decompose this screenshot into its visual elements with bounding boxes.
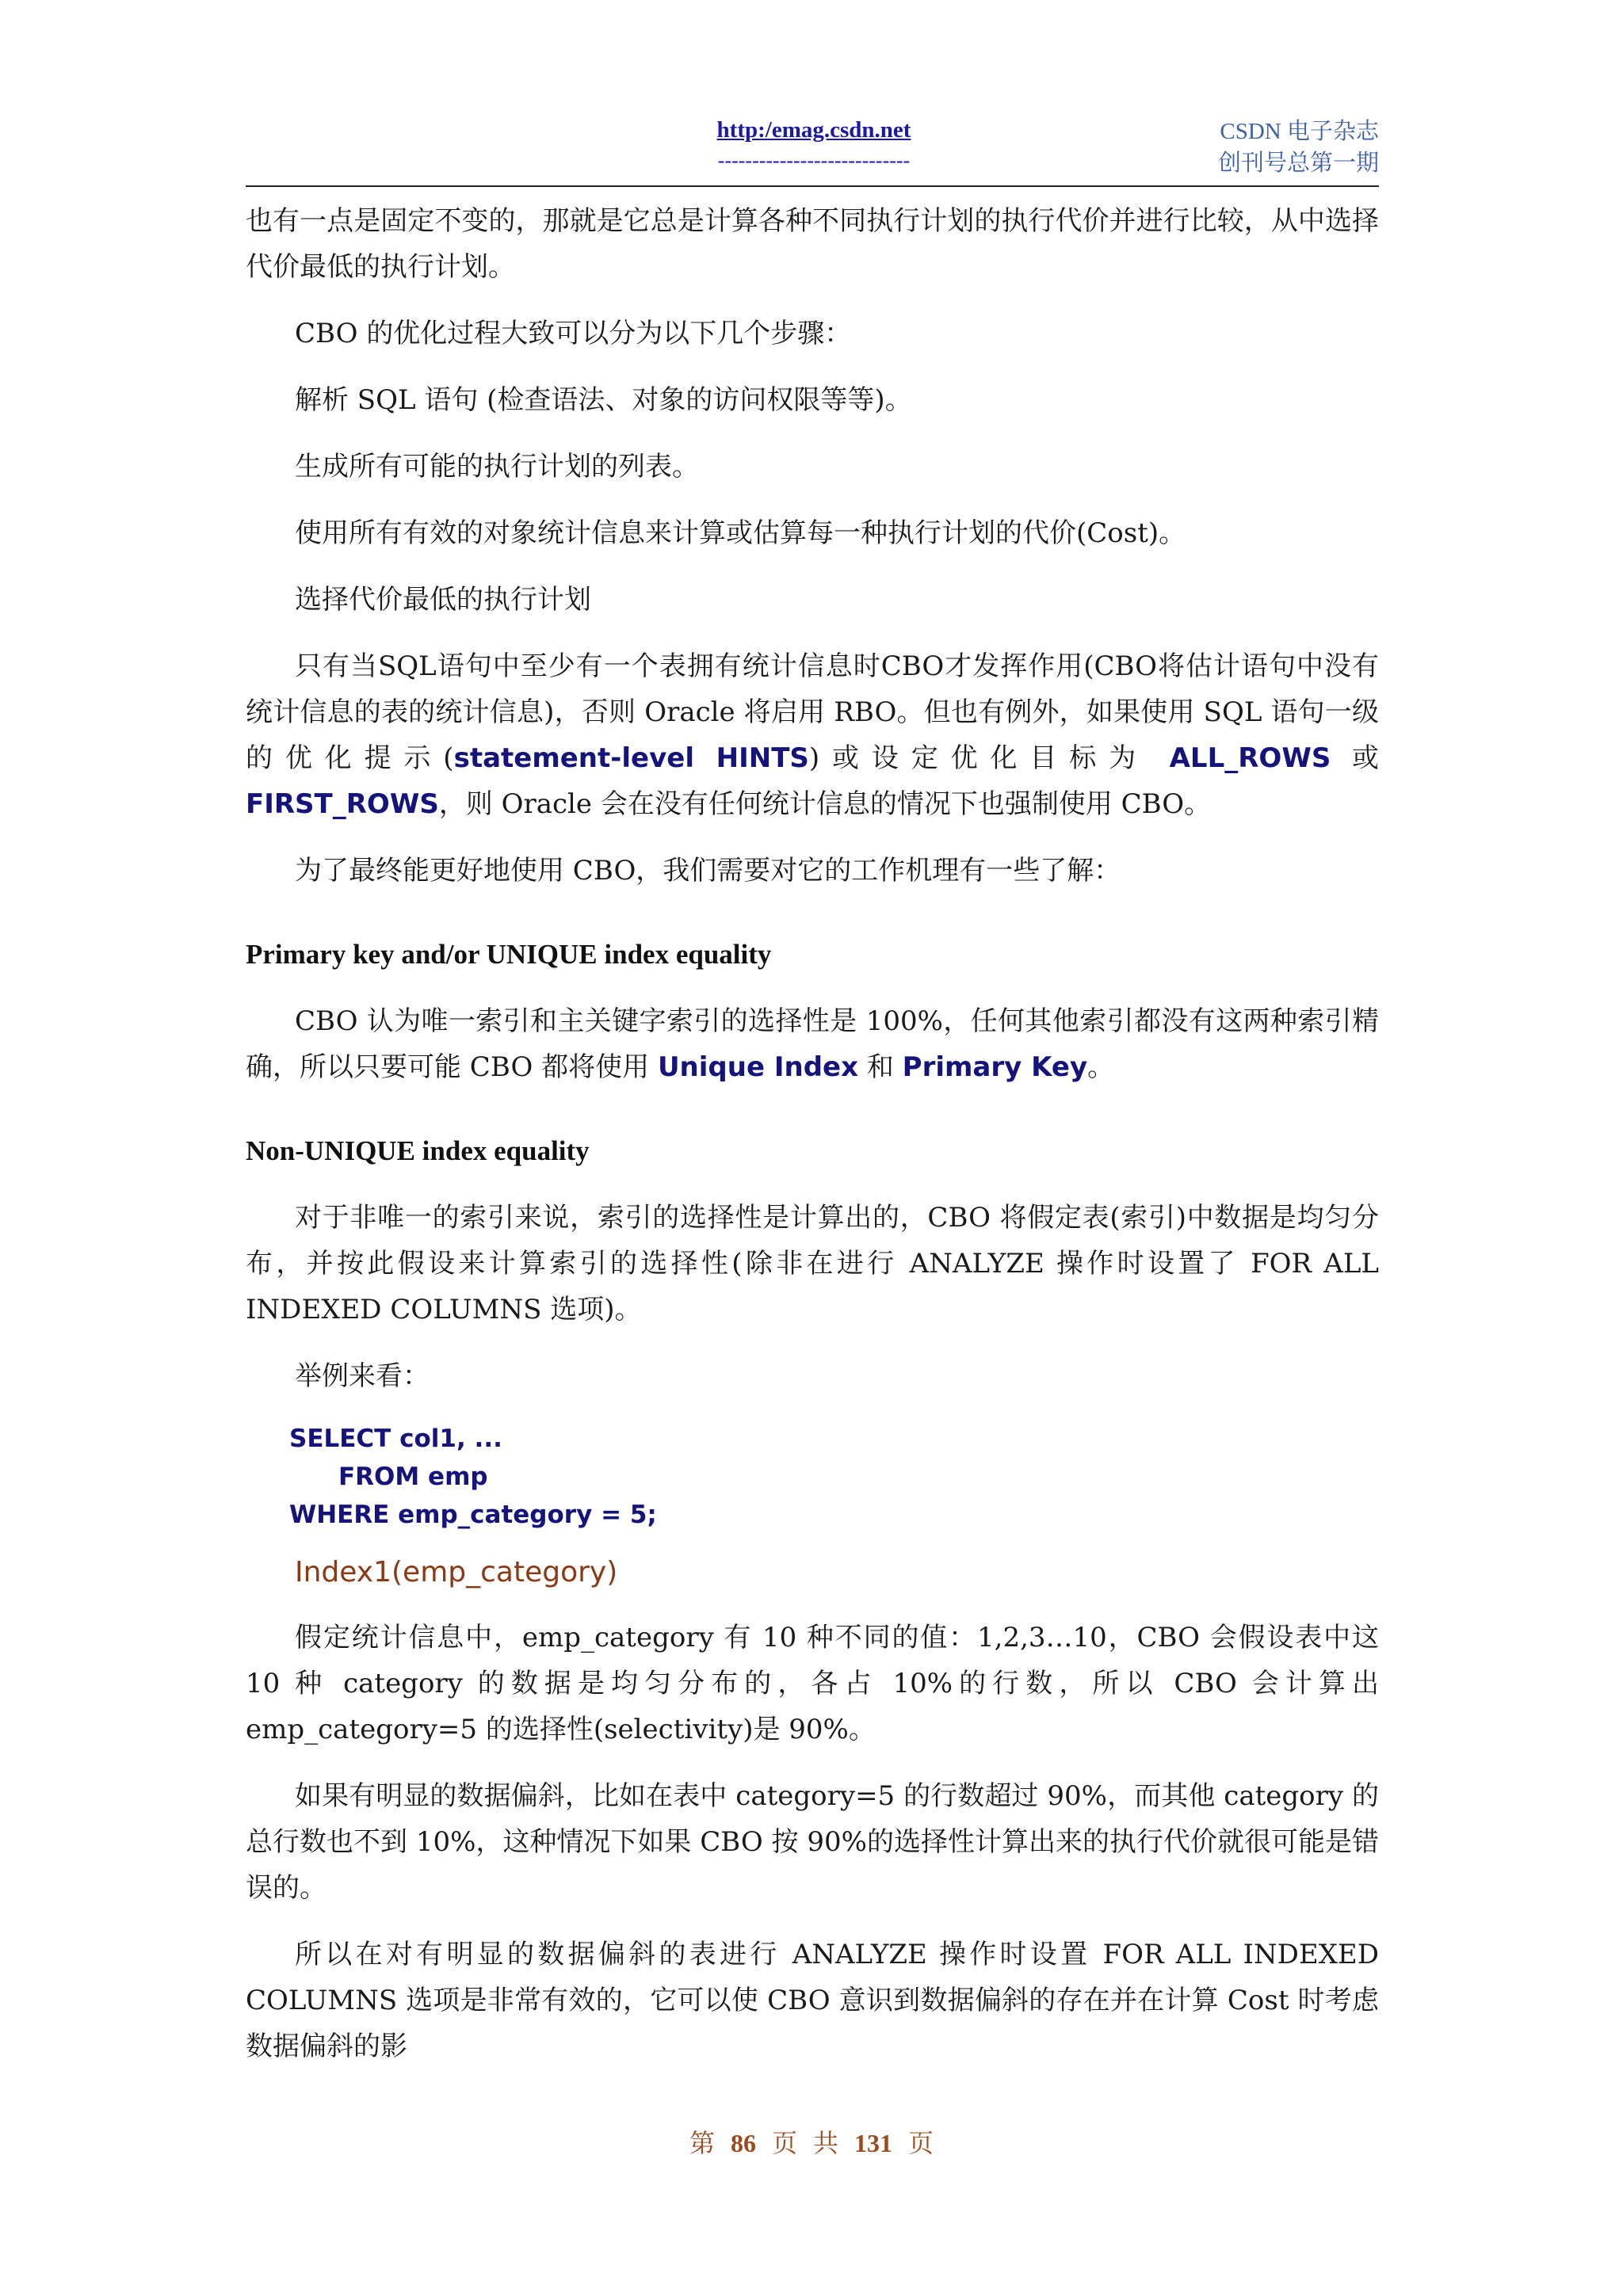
text: ，则 Oracle 会在没有任何统计信息的情况下也强制使用 CBO。 [438, 788, 1212, 820]
paragraph: 所以在对有明显的数据偏斜的表进行 ANALYZE 操作时设置 FOR ALL INDEXED COLUMNS 选项是非常有效的，它可以使 CBO 意识到数据偏斜的存在并在计算 Cost 时考虑数据偏斜的影 [246, 1939, 1379, 2062]
footer-gong: 共 [813, 2129, 839, 2157]
keyword-unique-index: Unique Index [657, 1051, 859, 1083]
paragraph: 假定统计信息中，emp_category 有 10 种不同的值：1,2,3…10，CBO 会假设表中这 10 种 category 的数据是均匀分布的，各占 10%的行数，所以 CBO 会计算出 emp_category=5 的选择性(selectivity)是 90%。 [246, 1622, 1379, 1745]
footer-ye: 页 [771, 2129, 797, 2157]
header-issue: 创刊号总第一期 [1217, 151, 1379, 176]
code-line: WHERE emp_category = 5; [289, 1501, 657, 1529]
total-pages: 131 [854, 2129, 893, 2157]
paragraph: 也有一点是固定不变的，那就是它总是计算各种不同执行计划的执行代价并进行比较，从中选择代价最低的执行计划。 [246, 205, 1379, 283]
code-block [289, 1420, 1379, 1534]
text: )或设定优化目标为 [808, 742, 1170, 774]
article-body [246, 198, 1379, 2090]
footer-di: 第 [689, 2129, 715, 2157]
paragraph: 生成所有可能的执行计划的列表。 [295, 451, 699, 482]
code-line: FROM emp [338, 1463, 488, 1491]
page-footer [0, 2123, 1623, 2160]
page-header [246, 111, 1379, 187]
text: 。 [1087, 1051, 1115, 1083]
paragraph-cbo-usage [246, 643, 1379, 827]
paragraph: 举例来看： [295, 1360, 430, 1392]
paragraph: 为了最终能更好地使用 CBO，我们需要对它的工作机理有一些了解： [295, 855, 1121, 887]
header-dash-line: ---------------------------- [717, 149, 911, 172]
paragraph: 如果有明显的数据偏斜，比如在表中 category=5 的行数超过 90%，而其他 category 的总行数也不到 10%，这种情况下如果 CBO 按 90%的选择性计算出来的执行代价就很可能是错误的。 [246, 1780, 1379, 1904]
section-heading-primary-key: Primary key and/or UNIQUE index equality [246, 939, 772, 970]
section-heading-non-unique: Non-UNIQUE index equality [246, 1135, 590, 1166]
keyword-statement-level-hints: statement-level HINTS [453, 742, 809, 774]
header-link[interactable]: http:/emag.csdn.net [716, 117, 911, 143]
index-definition: Index1(emp_category) [295, 1556, 618, 1589]
keyword-all-rows: ALL_ROWS [1169, 742, 1331, 774]
footer-ye: 页 [908, 2129, 934, 2157]
paragraph-unique-index [246, 998, 1379, 1090]
keyword-primary-key: Primary Key [902, 1051, 1088, 1083]
paragraph: 选择代价最低的执行计划 [295, 584, 591, 616]
header-magazine-title: CSDN 电子杂志 [1220, 119, 1379, 144]
paragraph: 使用所有有效的对象统计信息来计算或估算每一种执行计划的代价(Cost)。 [295, 517, 1186, 549]
text: 或 [1331, 742, 1379, 774]
page-number: 86 [730, 2129, 756, 2157]
text: 和 [858, 1051, 903, 1083]
keyword-first-rows: FIRST_ROWS [246, 788, 439, 820]
text: 只有当SQL语句中至少有一个表拥有统计信息时CBO才发挥作用(CBO将估计语句中没有统计信息的表的统计信息)，否则 Oracle 将启用 RBO。但也有例外，如果使用 SQL 语句一级的优化提示( [246, 650, 1379, 774]
paragraph: 解析 SQL 语句 (检查语法、对象的访问权限等等)。 [295, 384, 912, 416]
paragraph: 对于非唯一的索引来说，索引的选择性是计算出的，CBO 将假定表(索引)中数据是均匀分布，并按此假设来计算索引的选择性(除非在进行 ANALYZE 操作时设置了 FOR ALL INDEXED COLUMNS 选项)。 [246, 1202, 1379, 1325]
header-magazine-info [1218, 116, 1379, 179]
paragraph: CBO 的优化过程大致可以分为以下几个步骤： [295, 318, 852, 349]
text: CBO 认为唯一索引和主关键字索引的选择性是 100%，任何其他索引都没有这两种索引精确，所以只要可能 CBO 都将使用 [246, 1005, 1379, 1083]
code-line: SELECT col1, ... [289, 1425, 502, 1453]
